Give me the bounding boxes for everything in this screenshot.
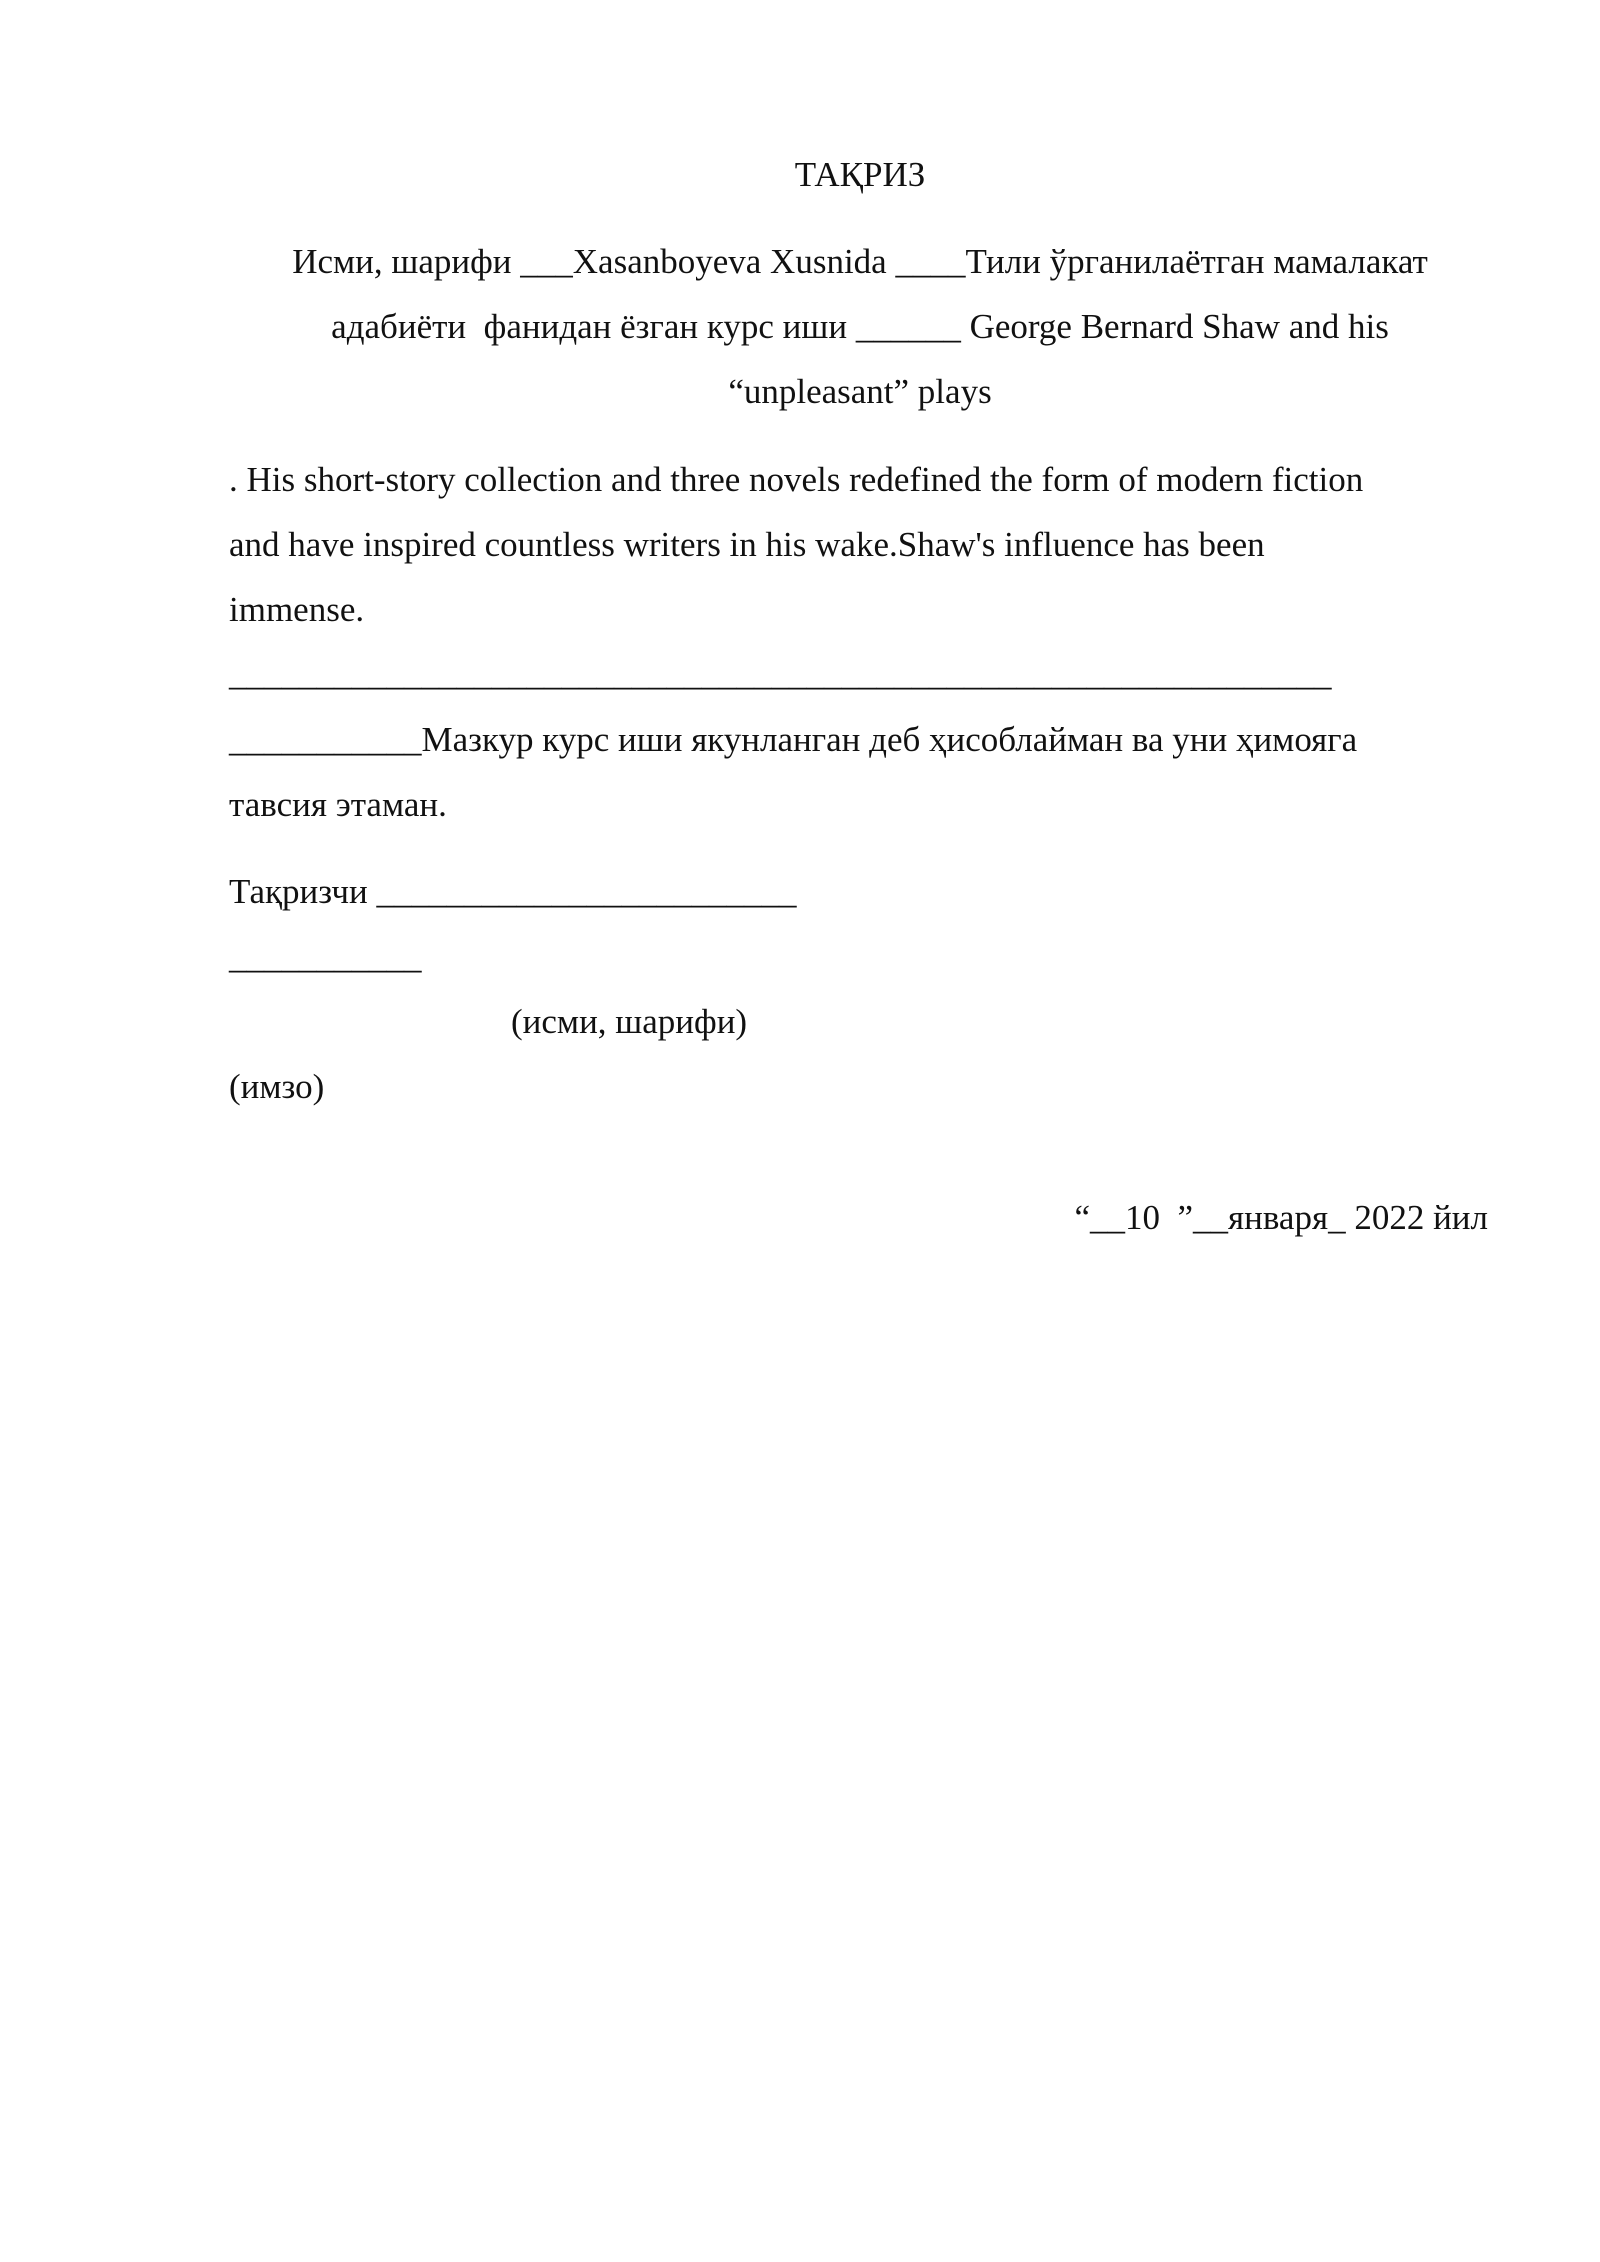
recommendation-line-1: ___________Мазкур курс иши якунланган деб ҳисоблайман ва уни ҳимояга bbox=[229, 720, 1358, 759]
reviewer-line: Тақризчи ________________________ bbox=[229, 872, 797, 911]
body-line-2: and have inspired countless writers in his wake.Shaw's influence has been bbox=[229, 525, 1265, 564]
document-title: ТАҚРИЗ bbox=[794, 155, 926, 194]
name-caption: (исми, шарифи) bbox=[511, 1002, 748, 1041]
intro-line-2: адабиёти фанидан ёзган курс иши ______ George Bernard Shaw and his bbox=[331, 307, 1389, 346]
blank-underline: _______________________________________________________________ bbox=[229, 654, 1332, 693]
date-line: “__10 ”__января_ 2022 йил bbox=[1074, 1198, 1488, 1237]
body-line-1: . His short-story collection and three novels redefined the form of modern fiction bbox=[229, 460, 1364, 499]
signature-blank: ___________ bbox=[229, 937, 422, 976]
signature-caption: (имзо) bbox=[229, 1067, 325, 1106]
body-line-3: immense. bbox=[229, 590, 365, 629]
recommendation-line-2: тавсия этаман. bbox=[229, 785, 447, 824]
intro-line-1: Исми, шарифи ___Xasanboyeva Xusnida ____Тили ўрганилаётган мамалакат bbox=[292, 242, 1428, 281]
intro-line-3: “unpleasant” plays bbox=[728, 372, 992, 411]
